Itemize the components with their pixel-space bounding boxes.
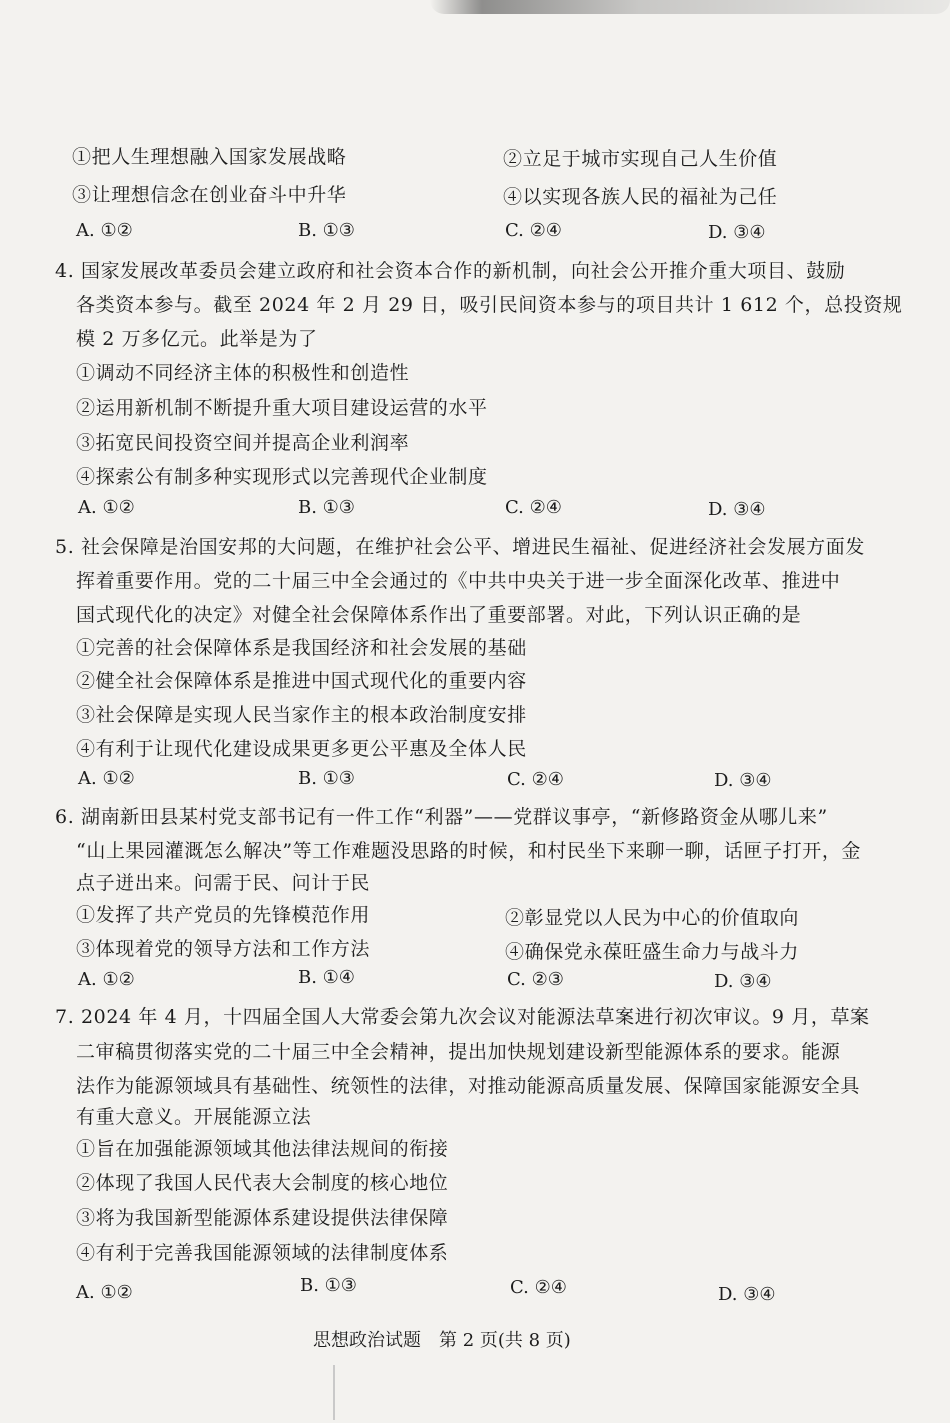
q4-option-a: A. ①② — [78, 497, 135, 518]
q7-stem-line-4: 有重大意义。开展能源立法 — [76, 1106, 312, 1128]
q5-item-2: ②健全社会保障体系是推进中国式现代化的重要内容 — [76, 670, 527, 692]
scan-edge-mark — [333, 1365, 335, 1420]
q3-option-b: B. ①③ — [298, 220, 355, 241]
q5-stem-line-1: 5. 社会保障是治国安邦的大问题，在维护社会公平、增进民生福祉、促进经济社会发展方面发 — [55, 536, 865, 558]
q3-item-3: ③让理想信念在创业奋斗中升华 — [72, 184, 347, 206]
q7-item-1: ①旨在加强能源领域其他法律法规间的衔接 — [76, 1138, 449, 1160]
q5-stem-line-3: 国式现代化的决定》对健全社会保障体系作出了重要部署。对此，下列认识正确的是 — [76, 604, 802, 626]
q7-item-3: ③将为我国新型能源体系建设提供法律保障 — [76, 1207, 449, 1229]
q3-option-c: C. ②④ — [505, 220, 562, 241]
q5-stem-line-2: 挥着重要作用。党的二十届三中全会通过的《中共中央关于进一步全面深化改革、推进中 — [76, 570, 841, 592]
q6-option-d: D. ③④ — [714, 971, 772, 992]
q7-stem-line-1: 7. 2024 年 4 月，十四届全国人大常委会第九次会议对能源法草案进行初次审议。9 月，草案 — [55, 1006, 870, 1028]
q4-item-1: ①调动不同经济主体的积极性和创造性 — [76, 362, 410, 384]
q6-stem-line-2: “山上果园灌溉怎么解决”等工作难题没思路的时候，和村民坐下来聊一聊，话匣子打开，金 — [76, 840, 862, 862]
q6-item-3: ③体现着党的领导方法和工作方法 — [76, 938, 371, 960]
q4-item-2: ②运用新机制不断提升重大项目建设运营的水平 — [76, 397, 488, 419]
q7-stem-line-2: 二审稿贯彻落实党的二十届三中全会精神，提出加快规划建设新型能源体系的要求。能源 — [76, 1041, 841, 1063]
q7-option-d: D. ③④ — [718, 1284, 776, 1305]
q5-option-a: A. ①② — [78, 768, 135, 789]
q6-option-c: C. ②③ — [507, 969, 564, 990]
q5-item-4: ④有利于让现代化建设成果更多更公平惠及全体人民 — [76, 738, 527, 760]
q6-option-b: B. ①④ — [298, 967, 355, 988]
q7-option-b: B. ①③ — [300, 1275, 357, 1296]
q6-stem-line-3: 点子迸出来。问需于民、问计于民 — [76, 872, 371, 894]
q4-stem-line-3: 模 2 万多亿元。此举是为了 — [76, 328, 318, 350]
q5-option-d: D. ③④ — [714, 770, 772, 791]
q4-item-3: ③拓宽民间投资空间并提高企业利润率 — [76, 432, 410, 454]
scan-shadow — [430, 0, 950, 14]
q3-item-1: ①把人生理想融入国家发展战略 — [72, 146, 347, 168]
q6-option-a: A. ①② — [78, 969, 135, 990]
q3-item-4: ④以实现各族人民的福祉为己任 — [503, 186, 778, 208]
q7-item-2: ②体现了我国人民代表大会制度的核心地位 — [76, 1172, 449, 1194]
q5-item-3: ③社会保障是实现人民当家作主的根本政治制度安排 — [76, 704, 527, 726]
q6-item-1: ①发挥了共产党员的先锋模范作用 — [76, 904, 371, 926]
q6-item-4: ④确保党永葆旺盛生命力与战斗力 — [505, 941, 800, 963]
q4-stem-line-1: 4. 国家发展改革委员会建立政府和社会资本合作的新机制，向社会公开推介重大项目、鼓励 — [55, 260, 846, 282]
q3-option-d: D. ③④ — [708, 222, 766, 243]
q4-option-d: D. ③④ — [708, 499, 766, 520]
q7-option-c: C. ②④ — [510, 1277, 567, 1298]
q5-option-c: C. ②④ — [507, 769, 564, 790]
q4-option-b: B. ①③ — [298, 497, 355, 518]
q3-option-a: A. ①② — [76, 220, 133, 241]
q7-stem-line-3: 法作为能源领域具有基础性、统领性的法律，对推动能源高质量发展、保障国家能源安全具 — [76, 1075, 861, 1097]
q7-item-4: ④有利于完善我国能源领域的法律制度体系 — [76, 1242, 449, 1264]
q4-item-4: ④探索公有制多种实现形式以完善现代企业制度 — [76, 466, 488, 488]
q4-option-c: C. ②④ — [505, 497, 562, 518]
page-footer: 思想政治试题 第 2 页(共 8 页) — [313, 1330, 571, 1351]
q6-stem-line-1: 6. 湖南新田县某村党支部书记有一件工作“利器”——党群议事亭，“新修路资金从哪儿来” — [55, 806, 828, 828]
q5-item-1: ①完善的社会保障体系是我国经济和社会发展的基础 — [76, 637, 527, 659]
q6-item-2: ②彰显党以人民为中心的价值取向 — [505, 907, 800, 929]
q4-stem-line-2: 各类资本参与。截至 2024 年 2 月 29 日，吸引民间资本参与的项目共计 1 612 个，总投资规 — [76, 294, 903, 316]
q5-option-b: B. ①③ — [298, 768, 355, 789]
q3-item-2: ②立足于城市实现自己人生价值 — [503, 148, 778, 170]
q7-option-a: A. ①② — [76, 1282, 133, 1303]
